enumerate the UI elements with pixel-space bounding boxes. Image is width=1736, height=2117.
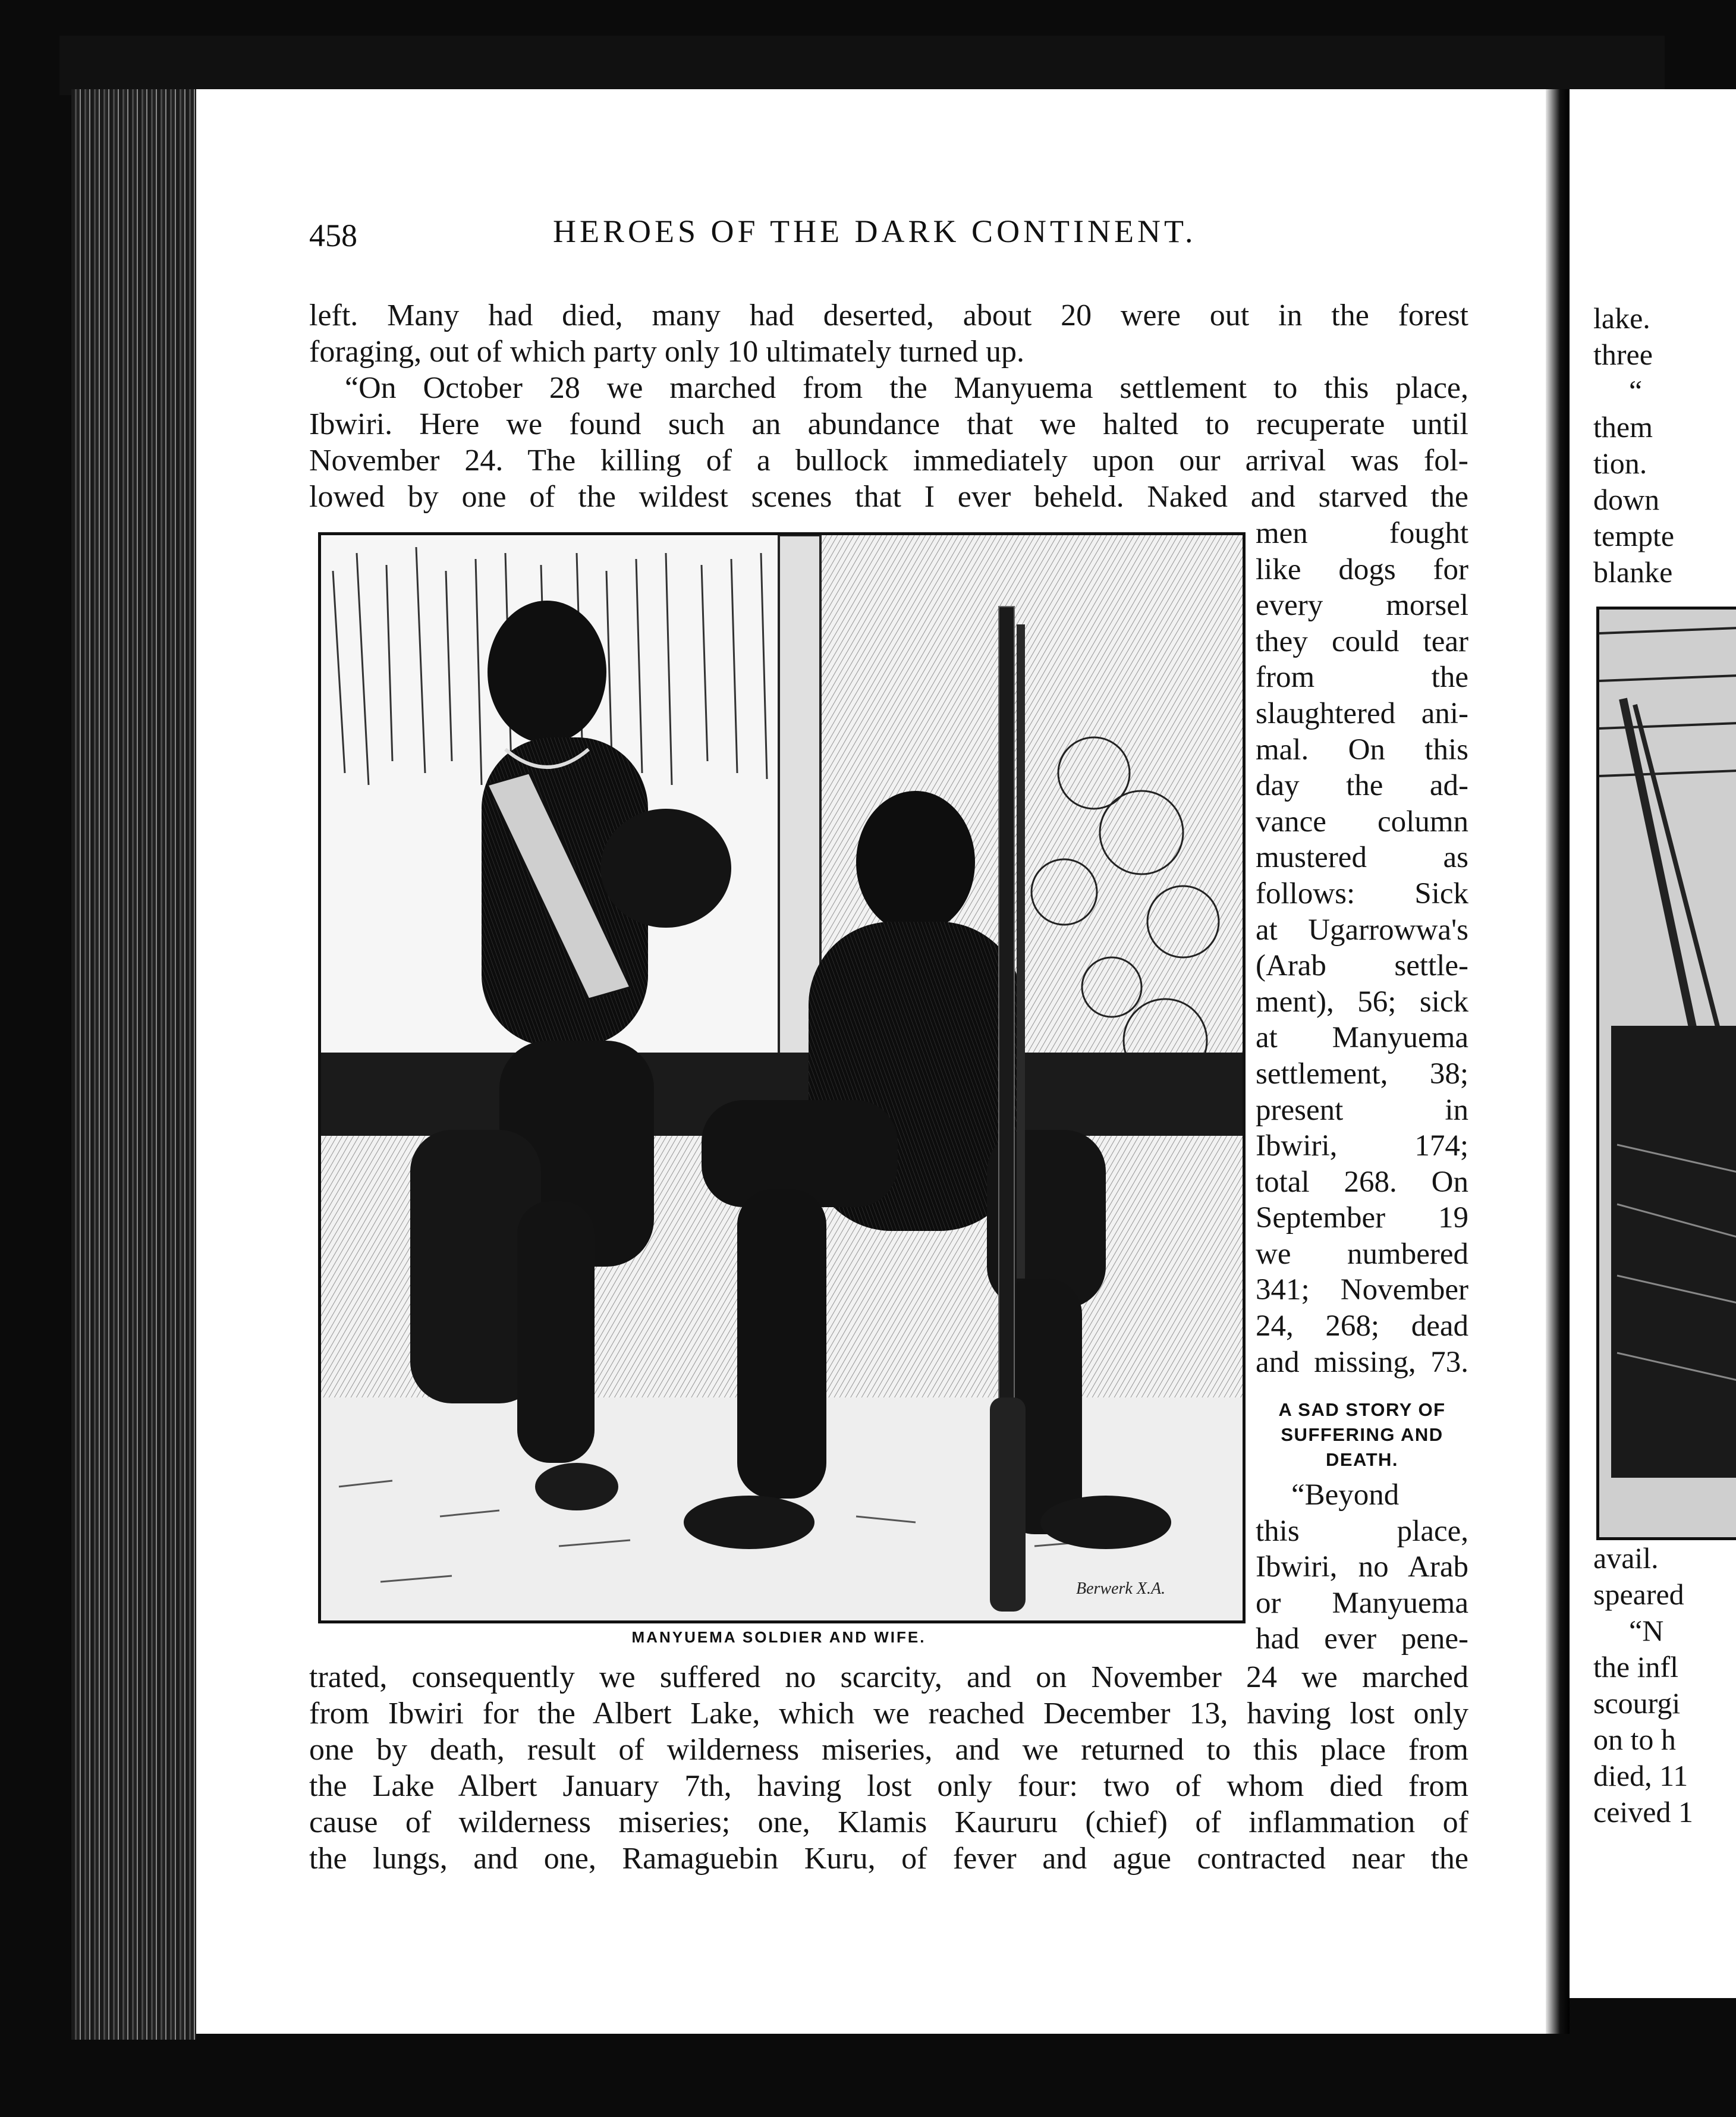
engraver-signature: Berwerk X.A. <box>1076 1579 1166 1598</box>
side-column-2 <box>1256 1477 1468 1657</box>
text-line: follows: Sick <box>1256 877 1468 910</box>
engraving-drawing <box>321 535 1243 1620</box>
text-line: mal. On this <box>1256 733 1468 767</box>
book-gutter <box>1546 89 1570 2034</box>
text-line: on to h <box>1593 1723 1676 1756</box>
text-line: blanke <box>1593 555 1673 589</box>
text-line: down <box>1593 483 1660 516</box>
text-line: the infl <box>1593 1650 1679 1683</box>
heading-line: A SAD STORY OF <box>1278 1399 1446 1420</box>
section-heading <box>1256 1397 1468 1472</box>
right-page-bottom-text <box>1593 1540 1693 1830</box>
right-page-illustration <box>1596 607 1736 1540</box>
text-line: lake. <box>1593 301 1650 335</box>
heading-line: DEATH. <box>1325 1449 1399 1470</box>
text-line: died, 11 <box>1593 1759 1688 1792</box>
text-line: speared <box>1593 1578 1684 1611</box>
text-line: one by death, result of wilderness miseries, and we returned to this place from <box>309 1733 1468 1767</box>
text-line: (Arab settle- <box>1256 949 1468 983</box>
text-line: ceived 1 <box>1593 1795 1693 1829</box>
text-line: foraging, out of which party only 10 ultimately turned up. <box>309 335 1024 369</box>
text-line: at Ugarrowwa's <box>1256 913 1468 947</box>
book-page-edges <box>71 89 196 2040</box>
text-line: from Ibwiri for the Albert Lake, which we reached December 13, having lost only <box>309 1697 1468 1730</box>
text-line: the Lake Albert January 7th, having lost only four: two of whom died from <box>309 1769 1468 1803</box>
text-line: 24, 268; dead <box>1256 1309 1468 1343</box>
text-line: November 24. The killing of a bullock immediately upon our arrival was fol- <box>309 444 1468 478</box>
page-number: 458 <box>309 218 357 253</box>
text-line: mustered as <box>1256 841 1468 875</box>
right-page <box>1570 89 1736 1998</box>
text-line: every morsel <box>1256 589 1468 623</box>
text-line: present in <box>1256 1093 1468 1127</box>
text-line: Ibwiri, no Arab <box>1256 1550 1468 1584</box>
text-line: ment), 56; sick <box>1256 985 1468 1019</box>
text-line: “N <box>1629 1614 1664 1647</box>
text-line: this place, <box>1256 1514 1468 1548</box>
bottom-paragraph <box>309 1659 1468 1877</box>
text-line: from the <box>1256 661 1468 695</box>
text-line: tion. <box>1593 447 1647 480</box>
text-line: avail. <box>1593 1541 1659 1575</box>
text-line: total 268. On <box>1256 1165 1468 1199</box>
left-page <box>196 89 1546 2034</box>
text-line: Ibwiri. Here we found such an abundance that we halted to recuperate until <box>309 407 1468 441</box>
text-line: left. Many had died, many had deserted, about 20 were out in the forest <box>309 299 1468 332</box>
text-line: the lungs, and one, Ramaguebin Kuru, of fever and ague contracted near the <box>309 1842 1468 1876</box>
text-line: at Manyuema <box>1256 1021 1468 1055</box>
text-line: settlement, 38; <box>1256 1057 1468 1091</box>
text-line: slaughtered ani- <box>1256 696 1468 730</box>
text-line: like dogs for <box>1256 552 1468 586</box>
text-line: day the ad- <box>1256 769 1468 803</box>
text-line: lowed by one of the wildest scenes that I ever beheld. Naked and starved the <box>309 480 1468 514</box>
text-line: vance column <box>1256 805 1468 838</box>
heading-line: SUFFERING AND <box>1281 1424 1443 1445</box>
text-line: trated, consequently we suffered no scarcity, and on November 24 we marched <box>309 1660 1468 1694</box>
text-line: September 19 <box>1256 1201 1468 1235</box>
book-top-edge <box>59 36 1665 95</box>
text-line: Ibwiri, 174; <box>1256 1129 1468 1163</box>
right-page-top-text <box>1593 300 1674 591</box>
text-line: “On October 28 we marched from the Manyuema settlement to this place, <box>345 371 1468 405</box>
figure-caption: MANYUEMA SOLDIER AND WIFE. <box>631 1628 926 1646</box>
side-column <box>1256 516 1468 1380</box>
text-line: men fought <box>1256 517 1468 550</box>
text-line: scourgi <box>1593 1686 1681 1720</box>
running-title: HEROES OF THE DARK CONTINENT. <box>553 213 1197 249</box>
text-line: 341; November <box>1256 1273 1468 1307</box>
text-line: had ever pene- <box>1256 1622 1468 1656</box>
text-line: or Manyuema <box>1256 1586 1468 1620</box>
text-line: three <box>1593 338 1653 371</box>
text-line: them <box>1593 410 1653 444</box>
text-line: and missing, 73. <box>1256 1345 1468 1379</box>
text-line: we numbered <box>1256 1237 1468 1271</box>
text-line: they could tear <box>1256 624 1468 658</box>
top-paragraph <box>309 297 1468 515</box>
engraving-illustration <box>318 532 1246 1623</box>
text-line: cause of wilderness miseries; one, Klamis Kaururu (chief) of inflammation of <box>309 1805 1468 1839</box>
text-line: “Beyond <box>1291 1478 1400 1512</box>
text-line: “ <box>1629 374 1643 407</box>
text-line: tempte <box>1593 519 1675 552</box>
